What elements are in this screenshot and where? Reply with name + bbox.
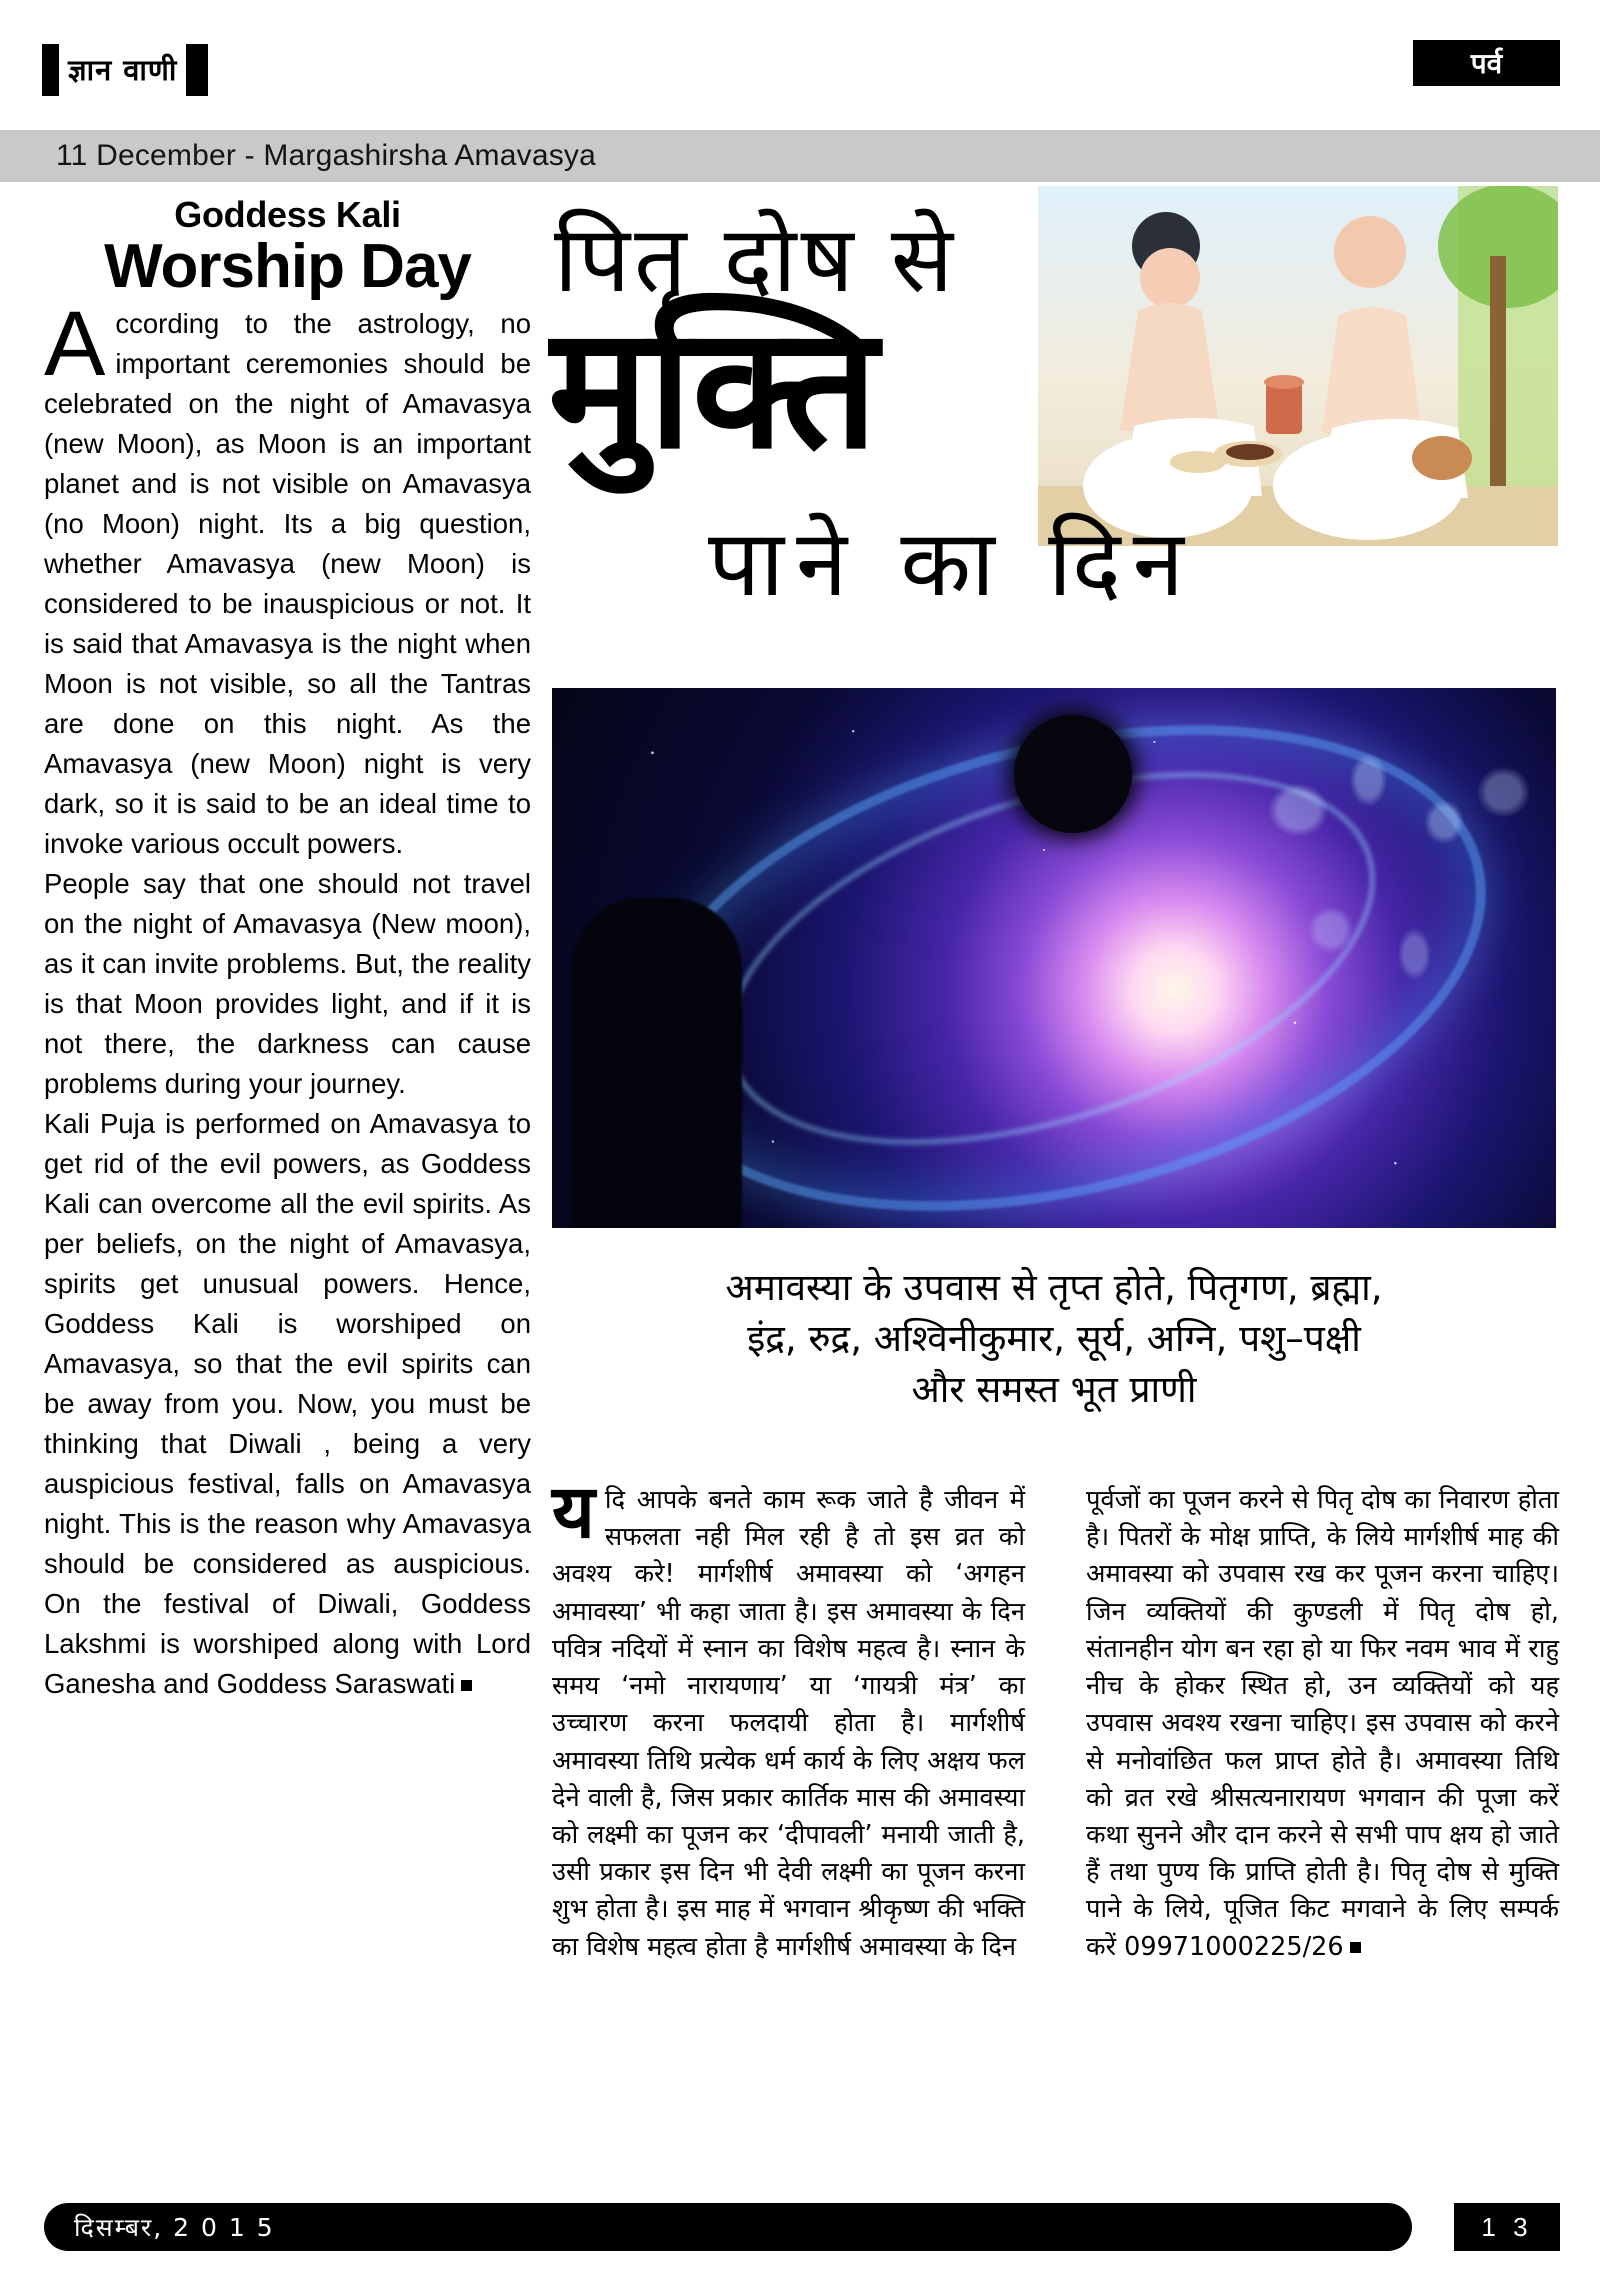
paragraph-1-text: ccording to the astrology, no important ceremonies should be celebrated on the night of Amavasya (new Moon), as Moon is an important planet and is not visible on Amavasya (no Moon) night. Its a big question, whether Amavasya (new Moon) is considered to be inauspicious or not. It is said that Amavasya is the night when Moon is not visible, so all the Tantras are done on this night. As the Amavasya (new Moon) night is very dark, so it is said to be an ideal time to invoke various occult powers. <box>44 307 531 859</box>
hindi-paragraph-1 <box>552 1469 1025 1966</box>
hindi-headline <box>548 186 1558 680</box>
hindi-body-column-2 <box>1086 1482 1559 1966</box>
logo-text: ज्ञान वाणी <box>68 53 178 87</box>
left-article-column <box>44 196 531 1704</box>
section-badge: पर्व <box>1413 40 1560 86</box>
hindi-paragraph-2 <box>1086 1482 1559 1966</box>
caption-line-2: इंद्र, रुद्र, अश्विनीकुमार, सूर्य, अग्नि, पशु–पक्षी <box>747 1317 1361 1361</box>
caption-line-3: और समस्त भूत प्राणी <box>911 1368 1197 1412</box>
paragraph-3-text: Kali Puja is performed on Amavasya to get rid of the evil powers, as Goddess Kali can overcome all the evil spirits. As per beliefs, on the night of Amavasya, spirits get unusual powers. Hence, Goddess Kali is worshiped on Amavasya, so that the evil spirits can be away from you. Now, you must be thinking that Diwali , being a very auspicious festival, falls on Amavasya night. This is the reason why Amavasya should be considered as auspicious. On the festival of Diwali, Goddess Lakshmi is worshiped along with Lord Ganesha and Goddess Saraswati <box>44 1107 531 1699</box>
hindi-body-column-1 <box>552 1469 1025 1966</box>
headline-line-2: मुक्ति <box>548 290 878 486</box>
galaxy-image <box>552 688 1556 1228</box>
hindi-caption <box>548 1262 1560 1415</box>
drop-cap-english: A <box>44 292 106 395</box>
english-article-body <box>44 292 531 1704</box>
issue-label: दिसम्बर, 2 0 1 5 <box>74 2213 275 2242</box>
publication-logo <box>42 44 208 96</box>
logo-left-bar <box>42 44 59 96</box>
article-kicker: Goddess Kali <box>174 194 401 235</box>
end-mark-icon <box>461 1680 472 1691</box>
page-number: 1 3 <box>1454 2203 1560 2251</box>
page-title: Worship Day <box>104 231 471 301</box>
date-strip-label: 11 December - Margashirsha Amavasya <box>56 139 596 172</box>
praying-silhouette-icon <box>572 898 742 1228</box>
hero-headline-block <box>548 186 1558 680</box>
headline-line-3: पाने का दिन <box>708 510 1196 617</box>
eclipse-moon-icon <box>1014 715 1132 833</box>
logo-right-bar <box>186 44 208 96</box>
drop-cap-hindi: य <box>552 1469 595 1555</box>
masthead <box>0 0 1600 130</box>
hindi-column-2-text: पूर्वजों का पूजन करने से पितृ दोष का निवारण होता है। पितरों के मोक्ष प्राप्ति, के लिये मार्गशीर्ष माह की अमावस्या को उपवास रख कर पूजन करना चाहिए। जिन व्यक्तियों की कुण्डली में पितृ दोष हो, संतानहीन योग बन रहा हो या फिर नवम भाव में राहु नीच के होकर स्थित हो, उन व्यक्तियों को यह उपवास अवश्य रखना चाहिए। इस उपवास को करने से मनोवांछित फल प्राप्त होते है। अमावस्या तिथि को व्रत रखे श्रीसत्यनारायण भगवान की पूजा करें कथा सुनने और दान करने से सभी पाप क्षय हो जाते हैं तथा पुण्य कि प्राप्ति होती है। पितृ दोष से मुक्ति पाने के लिये, पूजित किट मगवाने के लिए सम्पर्क करें 09971000225/26 <box>1086 1485 1559 1962</box>
caption-line-1: अमावस्या के उपवास से तृप्त होते, पितृगण, ब्रह्मा, <box>725 1266 1383 1309</box>
paragraph-3 <box>44 1104 531 1704</box>
headline-line-1: पितृ दोष से <box>554 206 958 313</box>
paragraph-2: People say that one should not travel on the night of Amavasya (New moon), as it can invite problems. But, the reality is that Moon provides light, and if it is not there, the darkness can cause problems during your journey. <box>44 867 531 1099</box>
end-mark-icon-2 <box>1350 1942 1361 1953</box>
spirit-figures-icon <box>1266 720 1536 1020</box>
footer-bar <box>44 2203 1412 2251</box>
hindi-column-1-text: दि आपके बनते काम रूक जाते है जीवन में सफलता नही मिल रही है तो इस व्रत को अवश्य करे! मार्गशीर्ष अमावस्या को ‘अगहन अमावस्या’ भी कहा जाता है। इस अमावस्या के दिन पवित्र नदियों में स्नान का विशेष महत्व है। स्नान के समय ‘नमो नारायणाय’ या ‘गायत्री मंत्र’ का उच्चारण करना फलदायी होता है। मार्गशीर्ष अमावस्या तिथि प्रत्येक धर्म कार्य के लिए अक्षय फल देने वाली है, जिस प्रकार कार्तिक मास की अमावस्या को लक्ष्मी का पूजन कर ‘दीपावली’ मनायी जाती है, उसी प्रकार इस दिन भी देवी लक्ष्मी का पूजन करना शुभ होता है। इस माह में भगवान श्रीकृष्ण की भक्ति का विशेष महत्व होता है मार्गशीर्ष अमावस्या के दिन <box>552 1485 1025 1962</box>
date-strip <box>0 130 1600 182</box>
paragraph-1 <box>44 292 531 864</box>
